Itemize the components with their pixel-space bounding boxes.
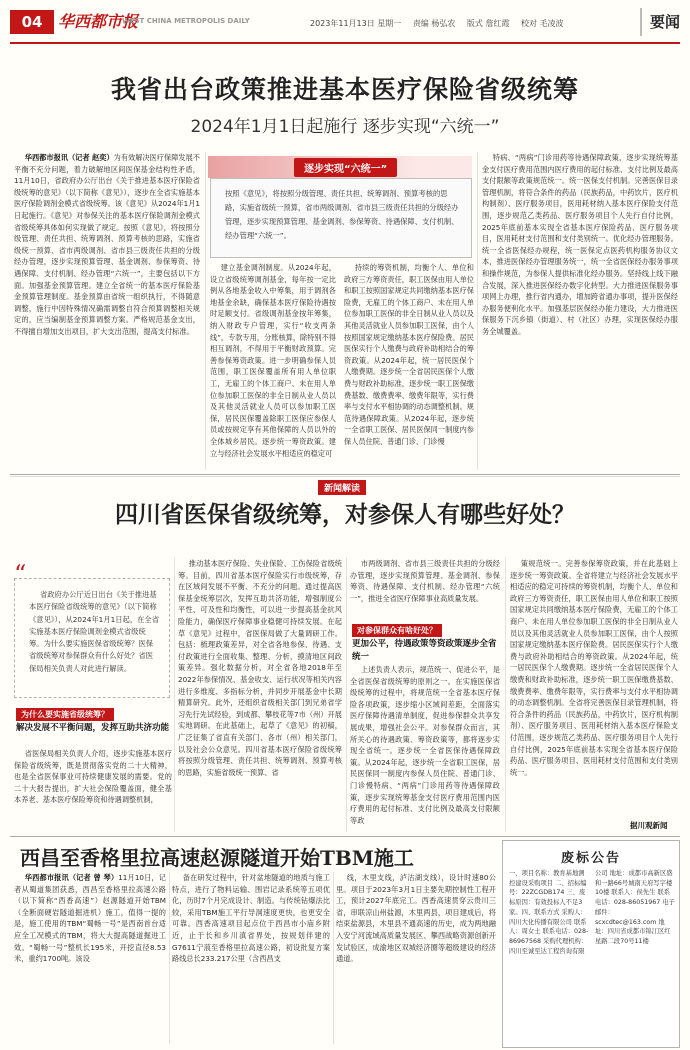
question-1-subtitle: 解决发展不平衡问题，发挥互助共济功能	[16, 723, 170, 733]
tender-cancellation-notice	[502, 840, 680, 1048]
article3-lead: 华西都市报讯（记者 曾 琴）	[24, 873, 119, 882]
article2-column-2: 推动基本医疗保险、失业保险、工伤保险省级统筹。目前，四川省基本医疗保险实行市级统筹，存在区域间发展不平衡、不充分的问题。通过提高医保基金统筹层次，发挥互助共济功能，增强制度公平性、可及性和均衡性，可以进一步提高基金抗风险能力，确保医疗保障事业稳健可持续发展。在起草《意见》过程中，省医保局做了大量调研工作。包括：梳理政策差异，对全省各地参保、待遇、支付政策进行全面收集、整理、分析，摸清地区间政策差异。强化数据分析，对全省各地2018年至2022年参保情况、基金收支、运行状况等相关内容进行多维度、多指标分析，并同步开展基金中长期精算研究。此外，还组织省级相关部门到兄弟省学习先行先试经验，到成都、攀枝花等7市（州）开展实地调研。在此基础上，起草了《意见》的初稿，广泛征集了省直有关部门、各市（州）相关部门，以及社会公众意见。四川省基本医疗保险省级统筹将按照分级管理、责任共担、统筹调剂、预算考核的思路，实施省级统一预算、省	[178, 559, 342, 777]
article2-column-3: 市两级调剂、省市县三级责任共担的分级经办管理，逐步实现预算管理、基金调剂、参保筹资、待遇保障、支付机制、经办管理“六统一”，推进全省医疗保障事业高质量发展。	[350, 559, 500, 603]
article3-column-3: 线，木里支线，泸沽湖支线），设计时速80公里。项目于2023年3月1日主要先期控制性工程开工，预计2027年底完工。西香高速贯穿云贵川三省，串联凉山州盐源，木里两县，项目建成后，将结束盐源县，木里县不通高速的历史，成为两地融入安宁河流域高质量发展区、攀西战略资源创新开发试验区，成渝地区双城经济圈等超级建设的经济通道。	[336, 873, 496, 964]
question-2-subtitle: 更加公平，待遇政策等资政策逐步全省统一	[352, 639, 497, 662]
article2-byline: 据川观新闻	[630, 821, 668, 830]
article1-column-1: 华西都市报讯（记者 赵奕）为有效解决医疗保障发展不平衡不充分问题，着力破解地区间医保基金结构性矛盾，11月10日，省政府办公厅出台《关于推进基本医疗保险省级统筹的意见》（以下简称《意见》），逐步在全省实施基本医疗保险调剂金模式省级统筹。该《意见》从2024年1月1日起施行。《意见》对参保关注的基本医疗保险调剂金模式省级统筹具体如何实现做了规定。按照《意见》，将按照分级管理、责任共担、统筹调剂、预算考核的思路，实施省级统一预算、省市两级调剂、省市县三级责任共担的分级经办管理，逐步实现预算管理、基金调剂、参保筹资、待遇保障、支付机制、经办管理“六统一”，主要包括以下方面。加强基金预算管理。建立全省统一的基本医疗保险基金预算管理制度。基金预算由省统一组织执行，不得随意调整，施行中因特殊情况确需调整自符合预算调整相关规定的，应当编制基金预算调整方案。严格规范基金支出，不得擅自增加支出项目，扩大支出范围，提高支付标准。	[14, 153, 200, 336]
article1-lead: 华西都市报讯（记者 赵奕）	[24, 153, 114, 162]
article2-column-4: 策规范统一。完善参保筹资政策，并在此基础上逐步统一筹资政策。全省将建立与经济社会发展水平相适应的稳定可持续的筹资机制，均衡个人、单位和政府三方筹资责任，职工医保由用人单位和职工按照国家规定共同缴纳基本医疗保险费，无雇工的个体工商户、未在用人单位参加职工医保的非全日制从业人员以及其他灵活就业人员参加职工医保，由个人按照国家规定缴纳基本医疗保险费。居民医保实行个人缴费与政府补助相结合的筹资政策。从2024年起，统一居民医保个人缴费期。逐步统一全省居民医保个人缴费和财政补助标准，逐步统一职工医保缴费基数、缴费费率、缴费年限等，实行费率与支付水平相协调的动态调整机制。全省将完善医保目录管理机制，将符合条件的药品（民族药品，中药饮片，医疗机构制剂）、医疗服务项目、医用耗材纳入基本医疗保险支付范围，逐步规范乙类药品、医疗服务项目个人先行自付比例，2025年底前基本实现全省基本医疗保险药品、医疗服务项目、医用耗材支付范围和支付类别统一。	[510, 559, 678, 777]
masthead-logo: 华西都市报	[58, 12, 139, 31]
proofreader-credit: 校对 毛凌波	[521, 19, 564, 28]
page-header	[10, 6, 680, 44]
page-number: 04	[10, 10, 54, 34]
column-rule	[333, 872, 334, 1044]
column-rule	[477, 152, 478, 470]
section-divider	[10, 474, 680, 475]
column-rule	[505, 558, 506, 832]
strip-label: 逐步实现“六统一”	[294, 158, 397, 177]
intro-quote-box: 省政府办公厅近日出台《关于推进基本医疗保险省级统筹的意见》（以下简称《意见》），从2024年1月1日起，在全省实施基本医疗保险调剂金模式省级统筹。为什么要实施医保省级统筹？医保省级统筹对参保群众有什么好处？省医保局相关负责人对此进行解读。	[14, 578, 170, 698]
section-label: 要闻	[640, 8, 680, 36]
highlight-strip	[208, 156, 472, 178]
headline-article3: 西昌至香格里拉高速赵源隧道开始TBM施工	[20, 846, 414, 870]
column-rule	[346, 558, 347, 832]
notice-body: 一、项目名称：教育基地测控建设采购项目 二、招标编号：22ZCGDB174 三、废标原因：有效投标人不足3家。四、联系方式 采购人：四川大化传播有限公司 联系人：周女士 联系电话：028-86967568 采购代理机构：四川至诚至达工程咨询有限公司 地址：成都市高新区盛和一路66号城南天府写字楼10楼 联系人：侯先生 联系电话：028-86051967 电子邮件：scxcdtec@163.com 地址：四川省成都市锦江区红星路二段70号11楼	[509, 870, 675, 955]
column-rule	[174, 558, 175, 832]
editor-credit: 责编 杨弘农	[412, 19, 456, 28]
article3-column-2: 备在研发过程中，针对盆地隧道的地质与施工特点，进行了物料运输、围岩记录系统等五项优化，历时7个月完成设计、制造。与传统钻爆法比较，采用TBM施工平行导洞速度更快，也更安全可靠。西香高速项目起点位于西昌市小庙乡附近，止于长和乡川滇省界处，按规划伴建的G7611宁蒗至香格里拉高速公路，初设批复方案路线总长233.217公里（含西昌支	[172, 873, 330, 964]
subheadline-article1: 2024年1月1日起施行 逐步实现“六统一”	[190, 117, 500, 137]
article3-column-1: 华西都市报讯（记者 曾 琴）11月10日，记者从蜀道集团获悉，西昌至香格里拉高速公路（以下简称“西香高速”）赵源隧道开始TBM（全断面硬岩隧道掘进机）施工，值得一提的是，施工使用的TBM“蜀畅一号”是西南首台适应全工况模式的TBM，将大大提高隧道掘进工效。“蜀畅一号”整机长195米，开挖直径8.53米，重约1700吨。该设	[14, 873, 166, 964]
article1-column-4: 特病、“两病”门诊用药等待遇保障政策，逐步实现统筹基金支付医疗费用范围内医疗费用的起付标准、支付比例及最高支付限额等政策规范统一。统一医保支付机制。完善医保目录管理机制，将符合条件的药品（民族药品，中药饮片，医疗机构制剂）、医疗服务项目，医用耗材纳入基本医疗保险支付范围，逐步规范乙类药品、医疗服务项目个人先行自付比例，2025年底前基本实现全省基本医疗保险药品、医疗服务项目，医用耗材支付范围和支付类别统一。优化经办管理服务。统一全省医保经办规程，统一医保定点医药机构服务协议文本，推进医保经办管理服务统一，统一全省医保经办服务事项和操作规范，为参保人提供标准化经办服务。坚持线上线下融合发展，深入推进医保经办数字化转型。大力推进医保服务事项网上办理，推行省内通办，增加跨省通办事项，提升医保经办服务便利化水平。加强基层医保经办能力建设，大力推进医保服务下沉乡镇（街道）、村（社区）办理，实现医保经办服务全城覆盖。	[482, 153, 678, 336]
column-rule	[205, 152, 206, 470]
article1-column-3: 持续的筹资机制，均衡个人、单位和政府三方筹资责任，职工医保由用人单位和职工按照国家规定共同缴纳基本医疗保险费，无雇工的个体工商户、未在用人单位参加职工医保的非全日制从业人员以及其他灵活就业人员参加职工医保，由个人按照国家规定缴纳基本医疗保险费。居民医保实行个人缴费与政府补助相结合的筹资政策。从2024年起，统一居民医保个人缴费期。逐步统一全省居民医保个人缴费与财政补助标准，逐步统一职工医保缴费基数、缴费费率、缴费年限等，实行费率与支付水平相协调的动态调整机制。规范待遇保障政策。从2024年起，逐步统一全省职工医保、居民医保同一制度内参保人员住院、普通门诊、门诊慢	[344, 263, 474, 446]
masthead-english: WEST CHINA METROPOLIS DAILY	[122, 17, 250, 25]
question-1-label: 为什么要实施省级统筹？	[16, 708, 114, 721]
article2-column-3b: 上述负责人表示，规范统一、促进公平，是全省医保省级统筹的原则之一。在实施医保省级统筹的过程中，将规范统一全省基本医疗保险各项政策，逐步缩小区域间差距，全面落实医疗保障待遇清单制度，促进参保群众共享发展成果，增强社会公平。对参保群众而言，其所关心的待遇政策、筹资政策等，都将逐步实现全省统一。逐步统一全省医保待遇保障政策。从2024年起，逐步统一全省职工医保，居民医保同一制度内参保人员住院、普通门诊、门诊慢特病、“两病”门诊用药等待遇保障政策，逐步实现统筹基金支付医疗费用范围内医疗费用的起付标准、支付比例及最高支付限额等政	[350, 665, 500, 825]
article2-column-1: 省医保局相关负责人介绍，逐步实施基本医疗保险省级统筹，既是贯彻落实党的二十大精神，也是全省医保事业可持续健康发展的需要。党的二十大报告提出，扩大社会保险覆盖面，健全基本养老、基本医疗保险筹资和待遇调整机制，	[14, 749, 172, 805]
section-divider	[10, 836, 680, 837]
issue-meta	[310, 18, 573, 29]
question-2-label: 对参保群众有啥好处？	[352, 624, 442, 637]
article1-column-2: 建立基金调剂制度。从2024年起，设立省级统筹调剂基金，每年按一定比例从各地基金收入中筹集，用于调剂各地基金余缺，确保基本医疗保险待遇按时足额支付。省级调剂基金按年筹集，纳入财政专户管理，实行“收支两条线”，专款专用，分账核算，除特别不得相互调剂，不得用于平衡财政预算。完善参保筹资政策。进一步明确参保人员范围，职工医保覆盖所有用人单位职工，无雇工的个体工商户、未在用人单位参加职工医保的非全日制从业人员以及其他灵活就业人员可以参加职工医保，居民医保覆盖除职工医保应参保人员或按规定享有其他保障的人员以外的全体城乡居民。逐步统一筹资政策。建立与经济社会发展水平相适应的稳定可	[210, 263, 336, 458]
notice-title: 废标公告	[560, 851, 621, 866]
quote-mark-icon: “	[14, 560, 27, 588]
column-rule	[169, 872, 170, 1044]
section-divider	[10, 476, 680, 477]
headline-article1: 我省出台政策推进基本医疗保险省级统筹	[110, 75, 579, 104]
news-analysis-tag: 新闻解读	[318, 480, 366, 495]
issue-date: 2023年11月13日 星期一	[310, 19, 402, 28]
headline-article2: 四川省医保省级统筹，对参保人有哪些好处？	[115, 501, 575, 528]
summary-box: 按照《意见》，将按照分级管理、责任共担、统筹调剂、预算考核的思路，实施省级统一预算，省市两级调剂、省市县三级责任共担的分级经办管理，逐步实现预算管理、基金调剂、参保筹资、待遇保障、支付机制、经办管理“六统一”。	[210, 178, 472, 258]
designer-credit: 版式 詹红霞	[466, 19, 510, 28]
